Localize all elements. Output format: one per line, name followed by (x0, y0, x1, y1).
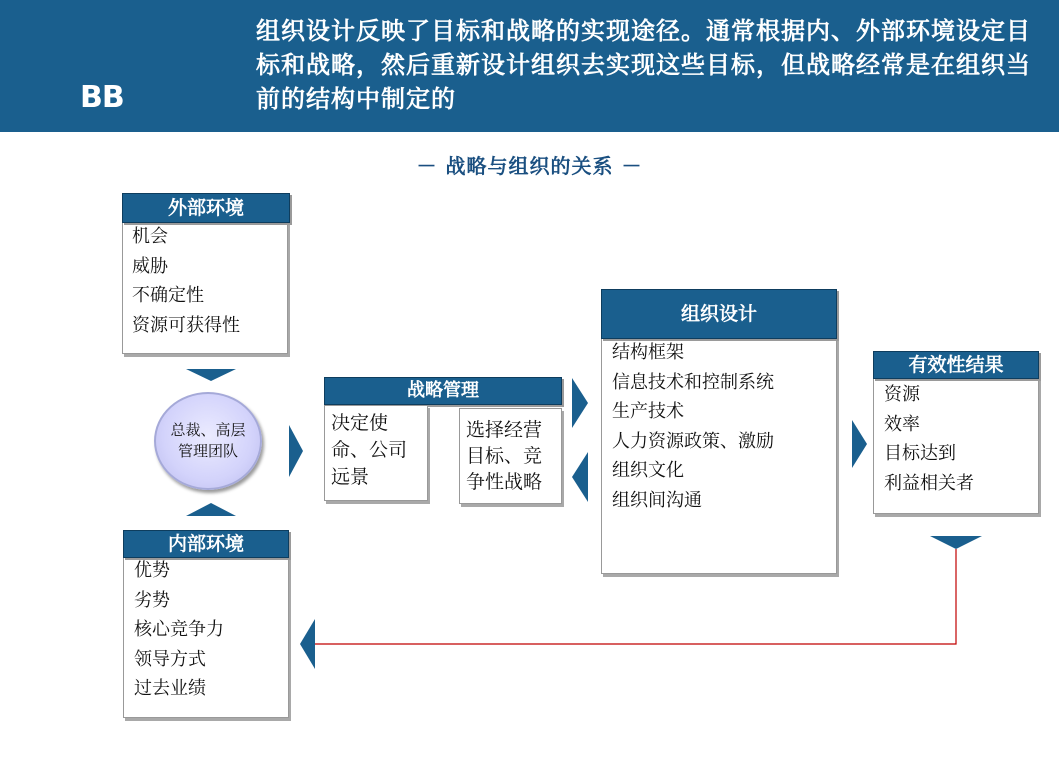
strategy-choice-text: 选择经营目标、竞争性战略 (466, 419, 543, 493)
effectiveness-list (884, 380, 974, 498)
arrow-left-from-org-design (572, 452, 588, 502)
org-design-list (612, 338, 774, 515)
header-text: 组织设计反映了目标和战略的实现途径。通常根据内、外部环境设定目标和战略，然后重新设计组织去实现这些目标，但战略经常是在组织当前的结构中制定的 (256, 16, 1031, 113)
list-item: 结构框架 (612, 342, 684, 363)
internal-environment-list (134, 556, 224, 704)
external-environment-title: 外部环境 (122, 193, 290, 223)
list-item: 劣势 (134, 589, 170, 611)
mission-box (324, 405, 428, 501)
list-item: 不确定性 (132, 285, 204, 306)
internal-environment-title: 内部环境 (123, 530, 289, 558)
logo: BB (80, 80, 124, 115)
strategy-choice-box (459, 408, 562, 504)
list-item: 资源 (884, 384, 920, 405)
list-item: 机会 (132, 226, 168, 247)
list-item: 核心竞争力 (134, 619, 224, 640)
leadership-label: 总裁、高层 管理团队 (170, 421, 246, 460)
arrow-right-to-org-design (572, 378, 588, 428)
list-item: 组织间沟通 (612, 489, 702, 511)
strategy-title: 战略管理 (324, 377, 562, 405)
list-item: 资源可获得性 (132, 314, 240, 336)
diagram-subtitle: － 战略与组织的关系 － (416, 154, 643, 178)
external-environment-list (132, 222, 240, 340)
list-item: 利益相关者 (884, 472, 974, 494)
list-item: 领导方式 (134, 648, 206, 670)
org-design-title: 组织设计 (601, 289, 837, 339)
list-item: 组织文化 (612, 460, 684, 481)
list-item: 优势 (134, 560, 170, 581)
list-item: 过去业绩 (134, 678, 206, 699)
effectiveness-title: 有效性结果 (873, 351, 1039, 379)
arrow-right-to-strategy (289, 425, 303, 477)
arrow-down-external (186, 369, 236, 381)
mission-text: 决定使命、公司远景 (331, 412, 408, 488)
list-item: 信息技术和控制系统 (612, 371, 774, 393)
list-item: 目标达到 (884, 443, 956, 464)
list-item: 人力资源政策、激励 (612, 430, 774, 452)
list-item: 威胁 (132, 255, 168, 277)
arrow-up-internal (186, 503, 236, 516)
arrow-left-feedback (300, 619, 315, 669)
arrow-right-to-effectiveness (852, 420, 867, 468)
arrow-down-effectiveness (930, 536, 982, 549)
list-item: 生产技术 (612, 401, 684, 422)
list-item: 效率 (884, 413, 920, 435)
